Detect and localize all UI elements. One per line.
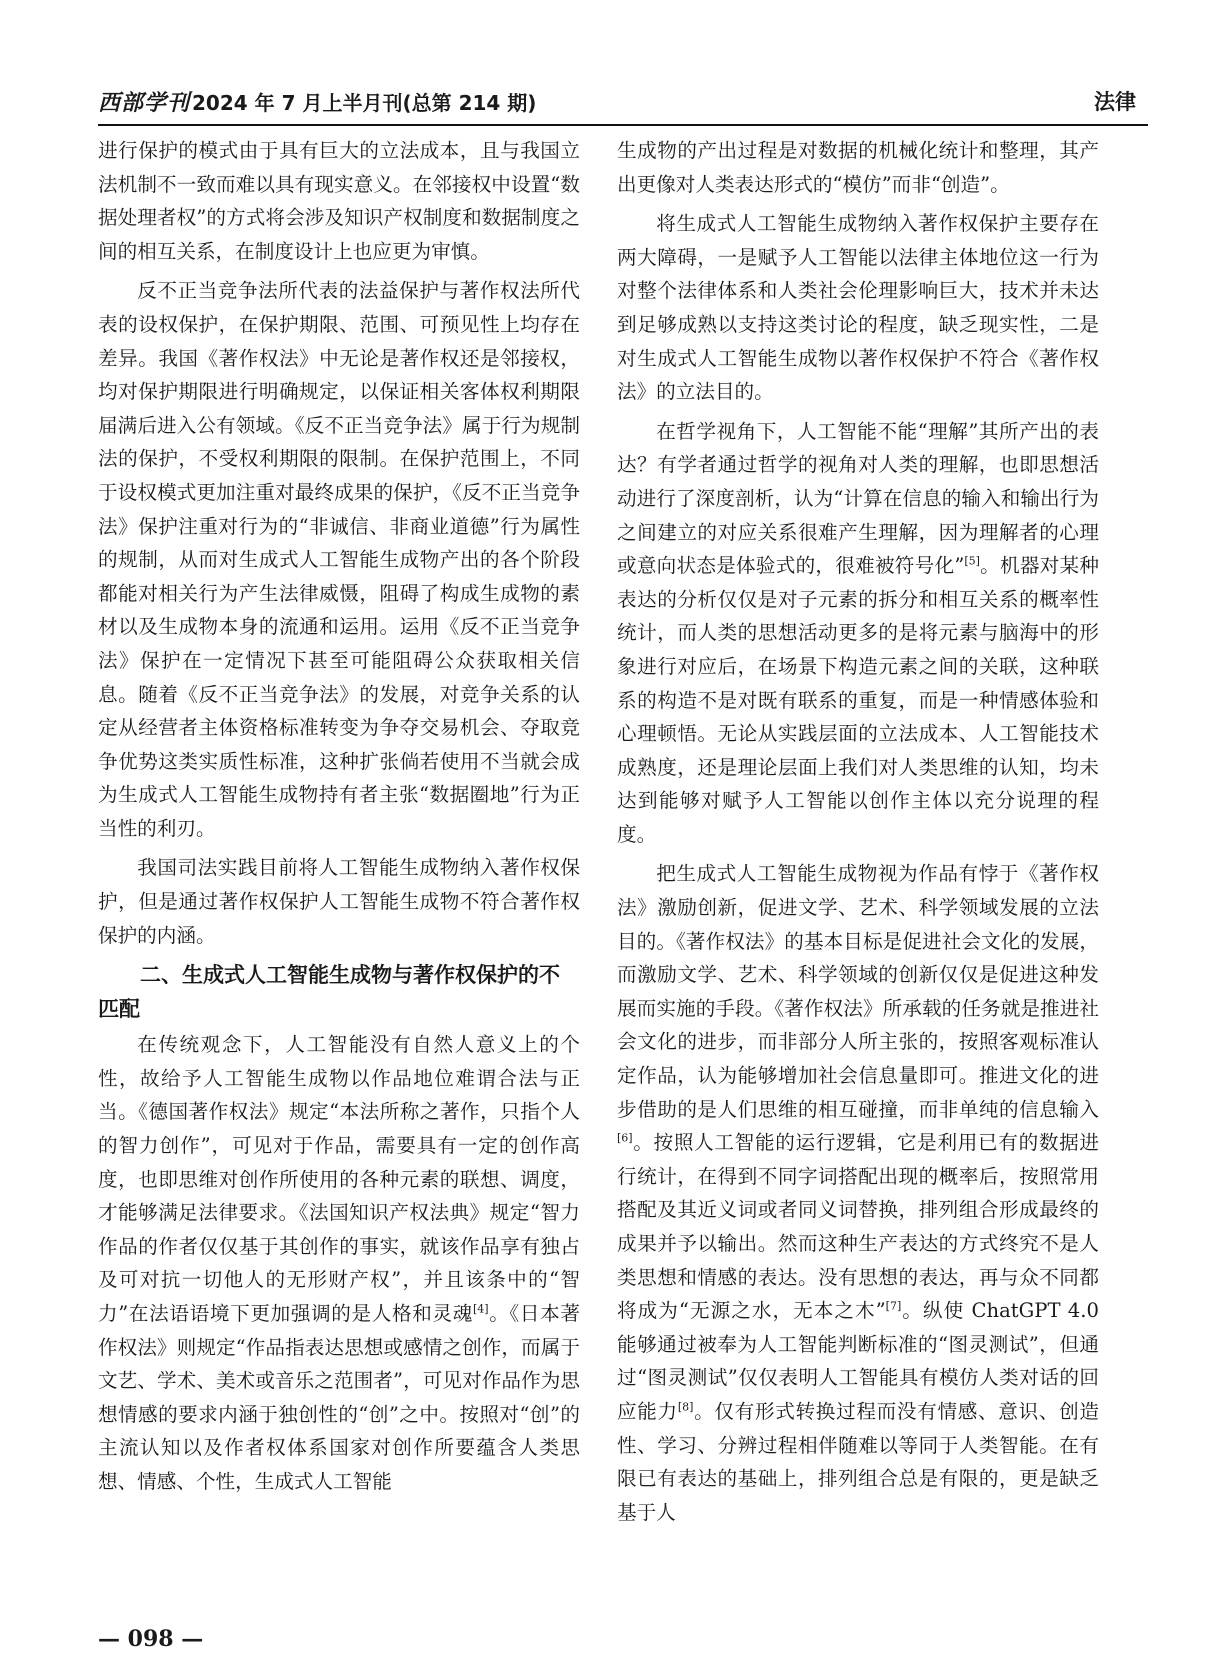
paragraph-text: 。仅有形式转换过程而没有情感、意识、创造性、学习、分辨过程相伴随难以等同于人类智能。在有限已有表达的基础上，排列组合总是有限的，更是缺乏基于人	[617, 1399, 1100, 1524]
journal-logo: 西部学刊	[98, 90, 191, 116]
paragraph-text: 。《日本著作权法》则规定“作品指表达思想或感情之创作，而属于文艺、学术、美术或音乐之范围者”，可见对作品作为思想情感的要求内涵于独创性的“创”之中。按照对“创”的主流认知以及作者权体系国家对创作所要蕴含人类思想、情感、个性，生成式人工智能	[98, 1302, 580, 1493]
paragraph	[98, 1028, 580, 1498]
citation-ref: [6]	[617, 1131, 633, 1145]
paragraph-text: 在哲学视角下，人工智能不能“理解”其所产出的表达？有学者通过哲学的视角对人类的理解，也即思想活动进行了深度剖析，认为“计算在信息的输入和输出行为之间建立的对应关系很难产生理解，因为理解者的心理或意向状态是体验式的，很难被符号化”	[617, 419, 1099, 578]
issue-label: 2024 年 7 月上半月刊(总第 214 期)	[192, 91, 537, 115]
citation-ref: [5]	[964, 554, 980, 568]
citation-ref: [7]	[885, 1299, 902, 1313]
paragraph: 进行保护的模式由于具有巨大的立法成本，且与我国立法机制不一致而难以具有现实意义。在邻接权中设置“数据处理者权”的方式将会涉及知识产权制度和数据制度之间的相互关系，在制度设计上也应更为审慎。	[98, 139, 580, 263]
left-column	[98, 134, 580, 1499]
paragraph-text: 。按照人工智能的运行逻辑，它是利用已有的数据进行统计，在得到不同字词搭配出现的概率后，按照常用搭配及其近义词或者同义词替换，排列组合形成最终的成果并予以输出。然而这种生产表达的方式终究不是人类思想和情感的表达。没有思想的表达，再与众不同都将成为“无源之水，无本之木”	[617, 1131, 1099, 1323]
paragraph: 将生成式人工智能生成物纳入著作权保护主要存在两大障碍，一是赋予人工智能以法律主体地位这一行为对整个法律体系和人类社会伦理影响巨大，技术并未达到足够成熟以支持这类讨论的程度，缺乏现实性，二是对生成式人工智能生成物以著作权保护不符合《著作权法》的立法目的。	[617, 212, 1099, 404]
citation-ref: [4]	[473, 1302, 489, 1316]
paragraph: 我国司法实践目前将人工智能生成物纳入著作权保护，但是通过著作权保护人工智能生成物不符合著作权保护的内涵。	[98, 856, 580, 947]
paragraph	[617, 415, 1099, 852]
paragraph-text: 把生成式人工智能生成物视为作品有悖于《著作权法》激励创新，促进文学、艺术、科学领域发展的立法目的。《著作权法》的基本目标是促进社会文化的发展，而激励文学、艺术、科学领域的创新仅仅是促进这种发展而实施的手段。《著作权法》所承载的任务就是推进社会文化的进步，而非部分人所主张的，按照客观标准认定作品，认为能够增加社会信息量即可。推进文化的进步借助的是人们思维的相互碰撞，而非单纯的信息输入	[617, 862, 1099, 1121]
citation-ref: [8]	[677, 1400, 694, 1414]
paragraph	[617, 857, 1099, 1529]
page-number: — 098 —	[98, 1626, 204, 1652]
header-left	[98, 86, 536, 117]
right-column	[617, 134, 1099, 1529]
section-heading: 二、生成式人工智能生成物与著作权保护的不匹配	[98, 963, 560, 1022]
header-rule	[98, 124, 1148, 126]
paragraph-text: 。纵使 ChatGPT 4.0 能够通过被奉为人工智能判断标准的“图灵测试”，但通过“图灵测试”仅仅表明人工智能具有模仿人类对话的回应能力	[617, 1299, 1099, 1423]
paragraph: 反不正当竞争法所代表的法益保护与著作权法所代表的设权保护，在保护期限、范围、可预见性上均存在差异。我国《著作权法》中无论是著作权还是邻接权，均对保护期限进行明确规定，以保证相关客体权利期限届满后进入公有领域。《反不正当竞争法》属于行为规制法的保护，不受权利期限的限制。在保护范围上，不同于设权模式更加注重对最终成果的保护，《反不正当竞争法》保护注重对行为的“非诚信、非商业道德”行为属性的规制，从而对生成式人工智能生成物产出的各个阶段都能对相关行为产生法律威慑，阻碍了构成生成物的素材以及生成物本身的流通和运用。运用《反不正当竞争法》保护在一定情况下甚至可能阻碍公众获取相关信息。随着《反不正当竞争法》的发展，对竞争关系的认定从经营者主体资格标准转变为争夺交易机会、夺取竞争优势这类实质性标准，这种扩张倘若使用不当就会成为生成式人工智能生成物持有者主张“数据圈地”行为正当性的利刃。	[98, 279, 580, 840]
section-label: 法律	[1094, 90, 1136, 114]
paragraph: 生成物的产出过程是对数据的机械化统计和整理，其产出更像对人类表达形式的“模仿”而非“创造”。	[617, 139, 1099, 196]
running-header	[98, 86, 1148, 122]
paragraph-text: 。机器对某种表达的分析仅仅是对子元素的拆分和相互关系的概率性统计，而人类的思想活动更多的是将元素与脑海中的形象进行对应后，在场景下构造元素之间的关联，这种联系的构造不是对既有联系的重复，而是一种情感体验和心理顿悟。无论从实践层面的立法成本、人工智能技术成熟度，还是理论层面上我们对人类思维的认知，均未达到能够对赋予人工智能以创作主体以充分说理的程度。	[617, 554, 1099, 846]
paragraph-text: 在传统观念下，人工智能没有自然人意义上的个性，故给予人工智能生成物以作品地位难谓合法与正当。《德国著作权法》规定“本法所称之著作，只指个人的智力创作”，可见对于作品，需要具有一定的创作高度，也即思维对创作所使用的各种元素的联想、调度，才能够满足法律要求。《法国知识产权法典》规定“智力作品的作者仅仅基于其创作的事实，就该作品享有独占及可对抗一切他人的无形财产权”，并且该条中的“智力”在法语语境下更加强调的是人格和灵魂	[98, 1033, 580, 1325]
